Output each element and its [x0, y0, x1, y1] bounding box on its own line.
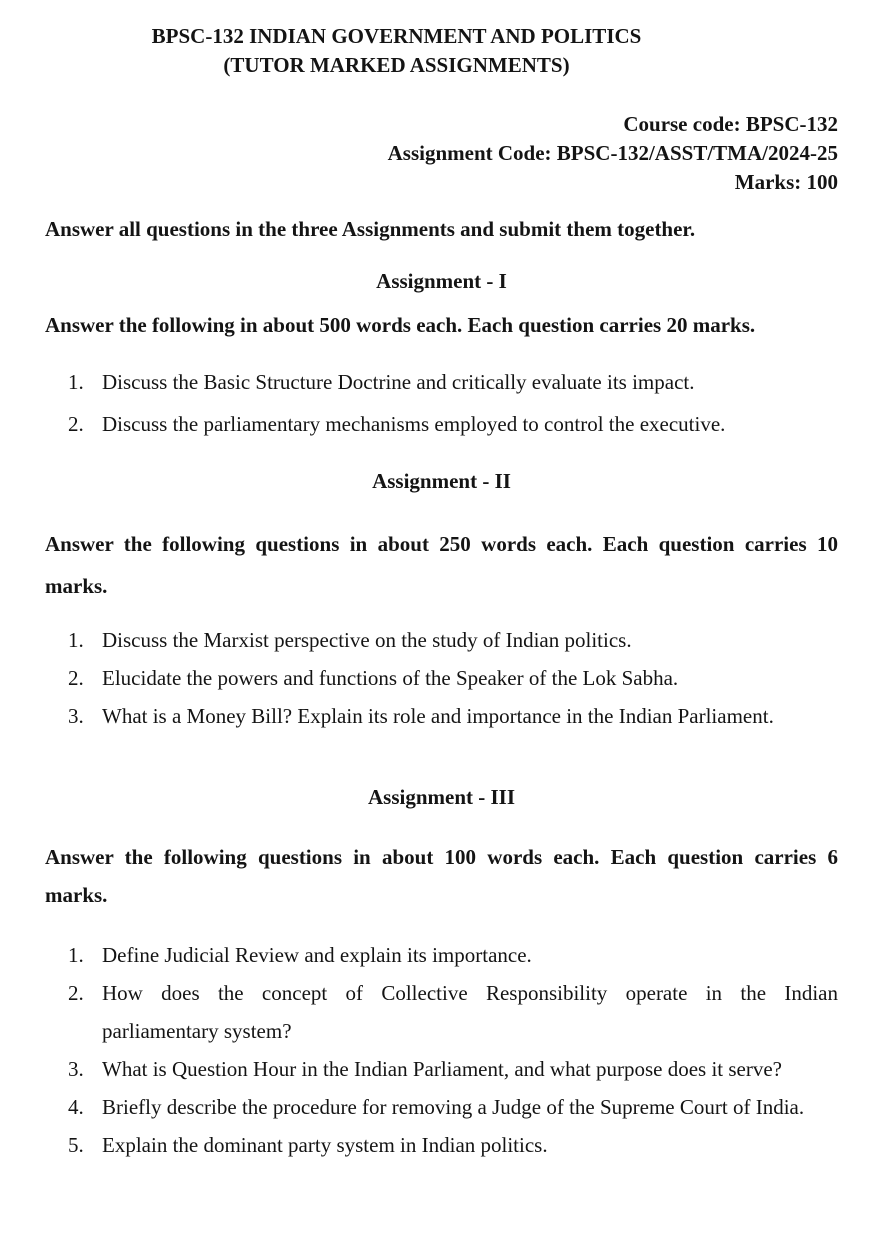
question-number: 2. — [68, 412, 84, 436]
question-item — [45, 621, 838, 659]
question-number: 2. — [68, 666, 84, 690]
question-item — [45, 361, 838, 403]
question-text: What is Question Hour in the Indian Parliament, and what purpose does it serve? — [102, 1057, 782, 1081]
question-text: Discuss the Marxist perspective on the study of Indian politics. — [102, 628, 632, 652]
assignment-3-questions — [45, 936, 838, 1164]
assignment-3-heading: Assignment - III — [367, 785, 516, 809]
question-item — [45, 697, 838, 735]
assignment-2-questions — [45, 621, 838, 735]
question-number: 2. — [68, 981, 84, 1005]
question-number: 4. — [68, 1095, 84, 1119]
question-text: What is a Money Bill? Explain its role and importance in the Indian Parliament. — [102, 704, 774, 728]
question-number: 1. — [68, 943, 84, 967]
course-code: Course code: BPSC-132 — [623, 112, 838, 136]
question-text — [102, 974, 838, 1050]
assignment-1-intro: Answer the following in about 500 words each. Each question carries 20 marks. — [45, 313, 756, 337]
question-text: Elucidate the powers and functions of the Speaker of the Lok Sabha. — [102, 666, 679, 690]
intro-line: Answer the following questions in about 100 words each. Each question carries 6 — [45, 845, 838, 869]
question-number: 3. — [68, 704, 84, 728]
intro-line: Answer the following questions in about 250 words each. Each question carries 10 — [45, 532, 838, 556]
question-item — [45, 1126, 838, 1164]
question-text: Explain the dominant party system in Indian politics. — [102, 1133, 548, 1157]
assignment-1-questions — [45, 361, 838, 445]
question-text: Discuss the Basic Structure Doctrine and critically evaluate its impact. — [102, 370, 695, 394]
document-title — [45, 22, 748, 80]
question-item — [45, 403, 838, 445]
question-item — [45, 1088, 838, 1126]
general-instruction: Answer all questions in the three Assignments and submit them together. — [45, 217, 696, 241]
question-number: 5. — [68, 1133, 84, 1157]
assignment-3-intro — [45, 838, 838, 914]
question-text: Briefly describe the procedure for removing a Judge of the Supreme Court of India. — [102, 1095, 805, 1119]
question-item — [45, 974, 838, 1050]
question-item — [45, 936, 838, 974]
question-item — [45, 659, 838, 697]
question-number: 3. — [68, 1057, 84, 1081]
question-number: 1. — [68, 628, 84, 652]
title-line-1: BPSC-132 INDIAN GOVERNMENT AND POLITICS — [151, 24, 642, 48]
assignment-1-heading: Assignment - I — [376, 269, 507, 293]
question-item — [45, 1050, 838, 1088]
intro-line: marks. — [45, 574, 108, 598]
question-text: Discuss the parliamentary mechanisms employed to control the executive. — [102, 412, 726, 436]
assignment-2-heading: Assignment - II — [372, 469, 511, 493]
title-line-2: (TUTOR MARKED ASSIGNMENTS) — [223, 53, 570, 77]
question-text: Define Judicial Review and explain its importance. — [102, 943, 532, 967]
intro-line: marks. — [45, 883, 108, 907]
assignment-code: Assignment Code: BPSC-132/ASST/TMA/2024-25 — [387, 141, 838, 165]
question-text-line: parliamentary system? — [102, 1019, 292, 1043]
question-text-line: How does the concept of Collective Responsibility operate in the Indian — [102, 981, 838, 1005]
total-marks: Marks: 100 — [734, 170, 838, 194]
course-meta-block — [45, 110, 838, 197]
assignment-2-intro — [45, 523, 838, 607]
question-number: 1. — [68, 370, 84, 394]
